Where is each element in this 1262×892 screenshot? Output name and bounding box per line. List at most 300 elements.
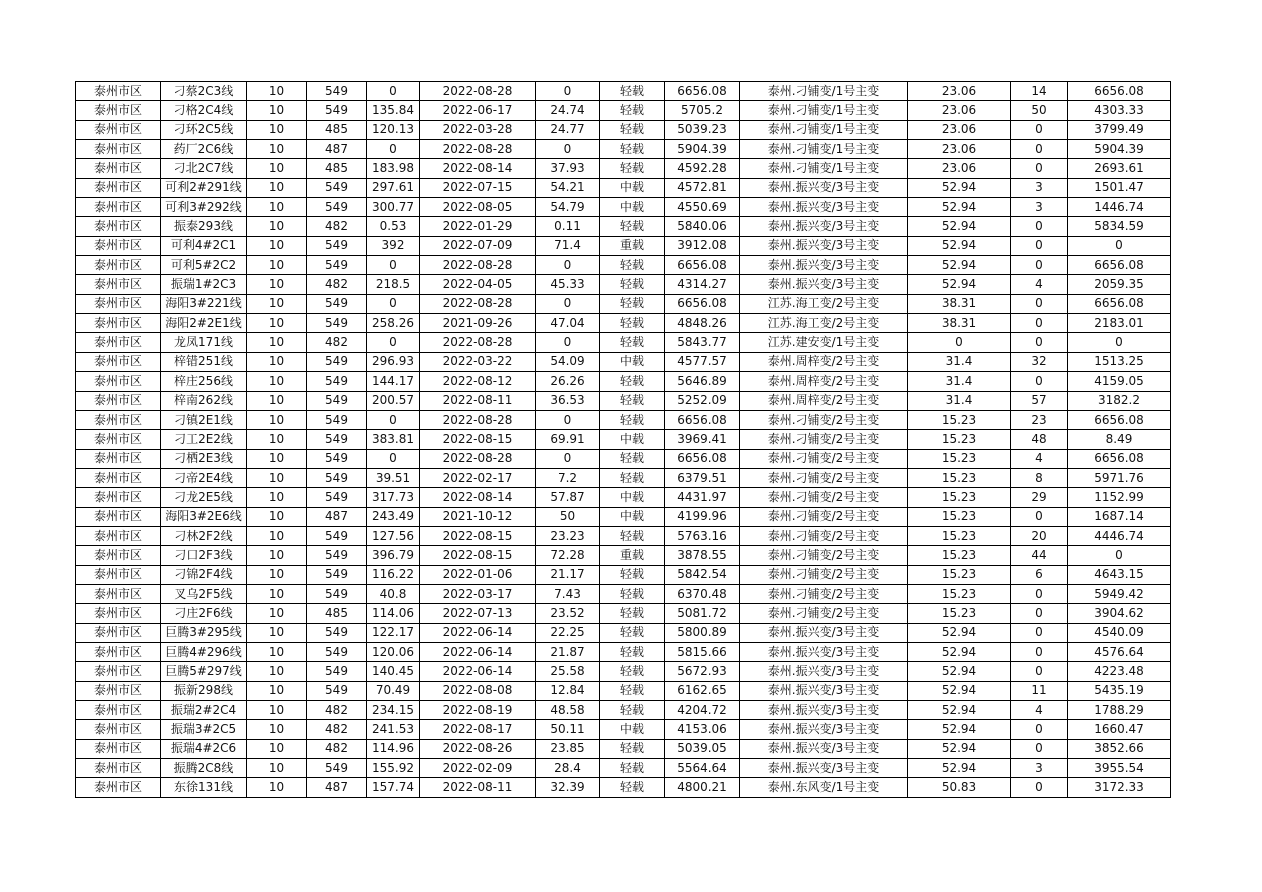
cell-transformer-load-rate: 31.4: [908, 391, 1011, 410]
cell-region: 泰州市区: [76, 236, 161, 255]
cell-transformer: 泰州.刁铺变/2号主变: [740, 546, 908, 565]
cell-max-load-date: 2022-08-28: [420, 82, 536, 101]
cell-rated-capacity: 549: [307, 623, 367, 642]
cell-transformer: 江苏.海工变/2号主变: [740, 314, 908, 333]
cell-rated-capacity: 549: [307, 410, 367, 429]
cell-max-load: 0.53: [367, 217, 420, 236]
cell-line-name: 梓错251线: [161, 352, 247, 371]
cell-remaining-capacity: 1513.25: [1068, 352, 1171, 371]
cell-region: 泰州市区: [76, 314, 161, 333]
cell-transformer-load-rate: 38.31: [908, 294, 1011, 313]
cell-transformer-load-rate: 15.23: [908, 526, 1011, 545]
cell-max-load: 392: [367, 236, 420, 255]
cell-max-load: 127.56: [367, 526, 420, 545]
cell-load-rate: 0: [536, 410, 600, 429]
cell-rated-capacity: 549: [307, 178, 367, 197]
cell-load-rate: 32.39: [536, 778, 600, 797]
cell-region: 泰州市区: [76, 468, 161, 487]
cell-rated-capacity: 549: [307, 526, 367, 545]
cell-load-rate: 54.09: [536, 352, 600, 371]
cell-load-rate: 26.26: [536, 372, 600, 391]
cell-line-name: 振新298线: [161, 681, 247, 700]
cell-max-load: 120.06: [367, 642, 420, 661]
cell-transformer: 泰州.刁铺变/2号主变: [740, 468, 908, 487]
cell-region: 泰州市区: [76, 275, 161, 294]
cell-line-name: 振瑞2#2C4: [161, 701, 247, 720]
cell-transformer-load-rate: 52.94: [908, 256, 1011, 275]
cell-transformer: 泰州.刁铺变/2号主变: [740, 604, 908, 623]
cell-remaining-capacity: 1660.47: [1068, 720, 1171, 739]
cell-max-load-date: 2022-08-19: [420, 701, 536, 720]
cell-voltage: 10: [247, 198, 307, 217]
cell-line-name: 龙凤171线: [161, 333, 247, 352]
cell-load-level: 轻载: [600, 701, 665, 720]
cell-remaining-capacity: 8.49: [1068, 430, 1171, 449]
cell-remaining-capacity: 4446.74: [1068, 526, 1171, 545]
cell-transformer-load-rate: 15.23: [908, 449, 1011, 468]
cell-remaining-capacity: 6656.08: [1068, 82, 1171, 101]
cell-line-name: 梓南262线: [161, 391, 247, 410]
cell-max-load-date: 2022-08-11: [420, 391, 536, 410]
cell-max-load: 243.49: [367, 507, 420, 526]
cell-remaining-capacity: 6656.08: [1068, 449, 1171, 468]
cell-available-capacity: 6370.48: [665, 584, 740, 603]
cell-load-rate: 23.23: [536, 526, 600, 545]
cell-rated-capacity: 549: [307, 236, 367, 255]
cell-transformer: 泰州.刁铺变/2号主变: [740, 410, 908, 429]
cell-max-load: 396.79: [367, 546, 420, 565]
cell-available-capacity: 3912.08: [665, 236, 740, 255]
cell-load-level: 中载: [600, 507, 665, 526]
cell-available-capacity: 4848.26: [665, 314, 740, 333]
cell-max-load: 218.5: [367, 275, 420, 294]
cell-max-load: 183.98: [367, 159, 420, 178]
cell-available-capacity: 6656.08: [665, 256, 740, 275]
cell-max-load: 297.61: [367, 178, 420, 197]
cell-user-count: 0: [1011, 720, 1068, 739]
table-row: [76, 759, 1171, 778]
cell-rated-capacity: 549: [307, 565, 367, 584]
cell-line-name: 刁格2C4线: [161, 101, 247, 120]
cell-load-level: 轻载: [600, 314, 665, 333]
cell-transformer: 泰州.周梓变/2号主变: [740, 391, 908, 410]
cell-rated-capacity: 482: [307, 720, 367, 739]
cell-load-level: 中载: [600, 198, 665, 217]
cell-available-capacity: 3878.55: [665, 546, 740, 565]
cell-region: 泰州市区: [76, 159, 161, 178]
cell-voltage: 10: [247, 449, 307, 468]
cell-remaining-capacity: 4303.33: [1068, 101, 1171, 120]
table-row: [76, 642, 1171, 661]
cell-line-name: 刁蔡2C3线: [161, 82, 247, 101]
table-row: [76, 120, 1171, 139]
cell-rated-capacity: 549: [307, 198, 367, 217]
cell-max-load-date: 2022-08-28: [420, 410, 536, 429]
cell-voltage: 10: [247, 140, 307, 159]
cell-rated-capacity: 485: [307, 159, 367, 178]
cell-remaining-capacity: 3182.2: [1068, 391, 1171, 410]
cell-max-load-date: 2022-08-28: [420, 294, 536, 313]
cell-region: 泰州市区: [76, 333, 161, 352]
cell-transformer: 泰州.刁铺变/2号主变: [740, 430, 908, 449]
cell-region: 泰州市区: [76, 101, 161, 120]
cell-rated-capacity: 549: [307, 256, 367, 275]
cell-voltage: 10: [247, 217, 307, 236]
cell-max-load: 0: [367, 333, 420, 352]
cell-load-rate: 21.87: [536, 642, 600, 661]
cell-transformer: 泰州.刁铺变/1号主变: [740, 140, 908, 159]
cell-max-load-date: 2022-02-17: [420, 468, 536, 487]
cell-line-name: 振瑞1#2C3: [161, 275, 247, 294]
cell-line-name: 刁环2C5线: [161, 120, 247, 139]
cell-user-count: 0: [1011, 662, 1068, 681]
cell-line-name: 刁口2F3线: [161, 546, 247, 565]
cell-available-capacity: 5840.06: [665, 217, 740, 236]
cell-max-load: 70.49: [367, 681, 420, 700]
cell-remaining-capacity: 5435.19: [1068, 681, 1171, 700]
cell-region: 泰州市区: [76, 701, 161, 720]
cell-user-count: 48: [1011, 430, 1068, 449]
cell-voltage: 10: [247, 256, 307, 275]
table-row: [76, 565, 1171, 584]
cell-rated-capacity: 549: [307, 642, 367, 661]
cell-max-load: 40.8: [367, 584, 420, 603]
cell-voltage: 10: [247, 565, 307, 584]
cell-transformer-load-rate: 23.06: [908, 101, 1011, 120]
cell-region: 泰州市区: [76, 488, 161, 507]
cell-user-count: 11: [1011, 681, 1068, 700]
cell-rated-capacity: 549: [307, 584, 367, 603]
cell-max-load: 120.13: [367, 120, 420, 139]
cell-load-rate: 50.11: [536, 720, 600, 739]
table-row: [76, 662, 1171, 681]
cell-remaining-capacity: 1152.99: [1068, 488, 1171, 507]
table-row: [76, 488, 1171, 507]
cell-user-count: 4: [1011, 449, 1068, 468]
table-row: [76, 178, 1171, 197]
cell-rated-capacity: 482: [307, 275, 367, 294]
cell-user-count: 0: [1011, 256, 1068, 275]
cell-transformer: 泰州.刁铺变/2号主变: [740, 507, 908, 526]
cell-voltage: 10: [247, 159, 307, 178]
cell-transformer: 泰州.振兴变/3号主变: [740, 739, 908, 758]
cell-transformer: 泰州.振兴变/3号主变: [740, 759, 908, 778]
cell-transformer: 泰州.振兴变/3号主变: [740, 701, 908, 720]
table-row: [76, 236, 1171, 255]
cell-max-load-date: 2022-07-13: [420, 604, 536, 623]
cell-max-load: 0: [367, 140, 420, 159]
cell-load-level: 轻载: [600, 468, 665, 487]
cell-transformer-load-rate: 15.23: [908, 430, 1011, 449]
cell-load-rate: 69.91: [536, 430, 600, 449]
cell-user-count: 3: [1011, 759, 1068, 778]
cell-line-name: 刁工2E2线: [161, 430, 247, 449]
cell-available-capacity: 6656.08: [665, 82, 740, 101]
cell-transformer-load-rate: 23.06: [908, 82, 1011, 101]
cell-region: 泰州市区: [76, 759, 161, 778]
cell-load-level: 轻载: [600, 372, 665, 391]
cell-remaining-capacity: 1687.14: [1068, 507, 1171, 526]
cell-remaining-capacity: 5949.42: [1068, 584, 1171, 603]
cell-max-load: 155.92: [367, 759, 420, 778]
cell-available-capacity: 5904.39: [665, 140, 740, 159]
cell-user-count: 0: [1011, 604, 1068, 623]
cell-available-capacity: 5039.05: [665, 739, 740, 758]
cell-transformer: 泰州.振兴变/3号主变: [740, 642, 908, 661]
cell-region: 泰州市区: [76, 720, 161, 739]
cell-available-capacity: 4153.06: [665, 720, 740, 739]
cell-region: 泰州市区: [76, 642, 161, 661]
cell-load-level: 轻载: [600, 120, 665, 139]
cell-remaining-capacity: 3799.49: [1068, 120, 1171, 139]
cell-rated-capacity: 549: [307, 352, 367, 371]
cell-max-load-date: 2022-08-17: [420, 720, 536, 739]
cell-rated-capacity: 482: [307, 217, 367, 236]
cell-load-rate: 0: [536, 333, 600, 352]
cell-transformer-load-rate: 52.94: [908, 198, 1011, 217]
table-row: [76, 507, 1171, 526]
cell-region: 泰州市区: [76, 449, 161, 468]
cell-rated-capacity: 549: [307, 488, 367, 507]
cell-transformer: 泰州.振兴变/3号主变: [740, 720, 908, 739]
cell-user-count: 32: [1011, 352, 1068, 371]
cell-available-capacity: 6656.08: [665, 410, 740, 429]
cell-transformer: 江苏.海工变/2号主变: [740, 294, 908, 313]
cell-load-level: 重载: [600, 546, 665, 565]
cell-transformer-load-rate: 52.94: [908, 701, 1011, 720]
cell-load-level: 轻载: [600, 294, 665, 313]
cell-rated-capacity: 549: [307, 662, 367, 681]
cell-load-level: 轻载: [600, 778, 665, 797]
cell-max-load-date: 2022-06-14: [420, 662, 536, 681]
cell-user-count: 0: [1011, 314, 1068, 333]
table-row: [76, 333, 1171, 352]
cell-load-rate: 22.25: [536, 623, 600, 642]
cell-max-load-date: 2022-07-15: [420, 178, 536, 197]
cell-max-load-date: 2022-08-15: [420, 546, 536, 565]
cell-available-capacity: 5705.2: [665, 101, 740, 120]
cell-available-capacity: 5646.89: [665, 372, 740, 391]
cell-line-name: 海阳3#2E6线: [161, 507, 247, 526]
cell-region: 泰州市区: [76, 739, 161, 758]
cell-load-rate: 12.84: [536, 681, 600, 700]
cell-voltage: 10: [247, 391, 307, 410]
cell-max-load-date: 2022-04-05: [420, 275, 536, 294]
cell-transformer: 泰州.振兴变/3号主变: [740, 662, 908, 681]
cell-line-name: 可利4#2C1: [161, 236, 247, 255]
cell-remaining-capacity: 2693.61: [1068, 159, 1171, 178]
cell-region: 泰州市区: [76, 256, 161, 275]
cell-user-count: 0: [1011, 584, 1068, 603]
table-row: [76, 604, 1171, 623]
cell-load-level: 重载: [600, 236, 665, 255]
cell-max-load-date: 2022-08-14: [420, 159, 536, 178]
cell-max-load-date: 2022-08-15: [420, 430, 536, 449]
cell-max-load: 241.53: [367, 720, 420, 739]
cell-transformer-load-rate: 52.94: [908, 759, 1011, 778]
cell-line-name: 可利2#291线: [161, 178, 247, 197]
cell-available-capacity: 5800.89: [665, 623, 740, 642]
cell-available-capacity: 4800.21: [665, 778, 740, 797]
cell-line-name: 海阳3#221线: [161, 294, 247, 313]
cell-line-name: 巨腾4#296线: [161, 642, 247, 661]
cell-user-count: 0: [1011, 507, 1068, 526]
cell-region: 泰州市区: [76, 352, 161, 371]
cell-line-name: 刁林2F2线: [161, 526, 247, 545]
table-row: [76, 314, 1171, 333]
cell-max-load: 0: [367, 256, 420, 275]
cell-rated-capacity: 549: [307, 391, 367, 410]
cell-voltage: 10: [247, 507, 307, 526]
table-row: [76, 449, 1171, 468]
spreadsheet-page: [75, 81, 1170, 798]
cell-remaining-capacity: 2059.35: [1068, 275, 1171, 294]
cell-voltage: 10: [247, 739, 307, 758]
cell-available-capacity: 5081.72: [665, 604, 740, 623]
cell-voltage: 10: [247, 778, 307, 797]
cell-max-load: 300.77: [367, 198, 420, 217]
table-row: [76, 256, 1171, 275]
table-row: [76, 701, 1171, 720]
cell-load-level: 中载: [600, 352, 665, 371]
cell-max-load-date: 2022-08-28: [420, 449, 536, 468]
cell-load-level: 轻载: [600, 333, 665, 352]
cell-transformer-load-rate: 38.31: [908, 314, 1011, 333]
cell-max-load: 383.81: [367, 430, 420, 449]
cell-line-name: 巨腾3#295线: [161, 623, 247, 642]
cell-region: 泰州市区: [76, 681, 161, 700]
cell-transformer-load-rate: 31.4: [908, 372, 1011, 391]
cell-available-capacity: 5039.23: [665, 120, 740, 139]
cell-remaining-capacity: 4159.05: [1068, 372, 1171, 391]
cell-transformer-load-rate: 15.23: [908, 410, 1011, 429]
cell-max-load: 296.93: [367, 352, 420, 371]
cell-max-load: 234.15: [367, 701, 420, 720]
cell-load-level: 轻载: [600, 565, 665, 584]
cell-user-count: 20: [1011, 526, 1068, 545]
cell-load-level: 轻载: [600, 275, 665, 294]
cell-remaining-capacity: 0: [1068, 333, 1171, 352]
cell-max-load: 0: [367, 449, 420, 468]
cell-rated-capacity: 549: [307, 546, 367, 565]
cell-load-rate: 36.53: [536, 391, 600, 410]
cell-available-capacity: 6162.65: [665, 681, 740, 700]
cell-load-level: 轻载: [600, 739, 665, 758]
cell-region: 泰州市区: [76, 372, 161, 391]
cell-remaining-capacity: 3172.33: [1068, 778, 1171, 797]
cell-line-name: 刁镇2E1线: [161, 410, 247, 429]
cell-load-level: 轻载: [600, 391, 665, 410]
cell-max-load-date: 2022-03-17: [420, 584, 536, 603]
cell-remaining-capacity: 1501.47: [1068, 178, 1171, 197]
cell-load-level: 轻载: [600, 526, 665, 545]
cell-voltage: 10: [247, 526, 307, 545]
table-row: [76, 352, 1171, 371]
cell-region: 泰州市区: [76, 140, 161, 159]
cell-available-capacity: 4550.69: [665, 198, 740, 217]
cell-user-count: 4: [1011, 701, 1068, 720]
cell-load-level: 中载: [600, 720, 665, 739]
cell-line-name: 振瑞4#2C6: [161, 739, 247, 758]
cell-line-name: 叉乌2F5线: [161, 584, 247, 603]
cell-rated-capacity: 549: [307, 468, 367, 487]
cell-load-level: 轻载: [600, 256, 665, 275]
table-row: [76, 410, 1171, 429]
cell-available-capacity: 5843.77: [665, 333, 740, 352]
cell-transformer: 泰州.东风变/1号主变: [740, 778, 908, 797]
cell-transformer: 泰州.周梓变/2号主变: [740, 372, 908, 391]
cell-max-load: 116.22: [367, 565, 420, 584]
cell-remaining-capacity: 6656.08: [1068, 410, 1171, 429]
cell-rated-capacity: 549: [307, 82, 367, 101]
cell-region: 泰州市区: [76, 410, 161, 429]
cell-transformer: 泰州.周梓变/2号主变: [740, 352, 908, 371]
cell-max-load-date: 2022-08-08: [420, 681, 536, 700]
cell-max-load: 0: [367, 294, 420, 313]
cell-user-count: 0: [1011, 294, 1068, 313]
cell-available-capacity: 4199.96: [665, 507, 740, 526]
table-row: [76, 584, 1171, 603]
cell-voltage: 10: [247, 468, 307, 487]
cell-voltage: 10: [247, 430, 307, 449]
cell-load-level: 中载: [600, 178, 665, 197]
cell-rated-capacity: 549: [307, 449, 367, 468]
cell-transformer-load-rate: 15.23: [908, 546, 1011, 565]
cell-transformer-load-rate: 15.23: [908, 488, 1011, 507]
cell-load-rate: 0: [536, 82, 600, 101]
cell-load-rate: 0: [536, 140, 600, 159]
cell-transformer: 泰州.刁铺变/2号主变: [740, 488, 908, 507]
cell-voltage: 10: [247, 314, 307, 333]
cell-region: 泰州市区: [76, 584, 161, 603]
cell-remaining-capacity: 1788.29: [1068, 701, 1171, 720]
cell-transformer-load-rate: 52.94: [908, 642, 1011, 661]
cell-remaining-capacity: 2183.01: [1068, 314, 1171, 333]
cell-max-load: 135.84: [367, 101, 420, 120]
cell-line-name: 药厂2C6线: [161, 140, 247, 159]
cell-load-rate: 23.85: [536, 739, 600, 758]
cell-transformer: 泰州.刁铺变/2号主变: [740, 526, 908, 545]
cell-available-capacity: 4572.81: [665, 178, 740, 197]
table-row: [76, 198, 1171, 217]
cell-region: 泰州市区: [76, 778, 161, 797]
cell-region: 泰州市区: [76, 294, 161, 313]
cell-remaining-capacity: 5834.59: [1068, 217, 1171, 236]
cell-transformer-load-rate: 52.94: [908, 681, 1011, 700]
cell-line-name: 巨腾5#297线: [161, 662, 247, 681]
cell-line-name: 振瑞3#2C5: [161, 720, 247, 739]
cell-load-level: 轻载: [600, 662, 665, 681]
table-row: [76, 468, 1171, 487]
cell-voltage: 10: [247, 546, 307, 565]
cell-transformer-load-rate: 52.94: [908, 178, 1011, 197]
cell-available-capacity: 6656.08: [665, 294, 740, 313]
cell-voltage: 10: [247, 642, 307, 661]
table-row: [76, 101, 1171, 120]
cell-region: 泰州市区: [76, 430, 161, 449]
cell-load-rate: 0: [536, 294, 600, 313]
cell-max-load-date: 2022-03-28: [420, 120, 536, 139]
cell-max-load-date: 2022-03-22: [420, 352, 536, 371]
cell-voltage: 10: [247, 352, 307, 371]
cell-transformer-load-rate: 52.94: [908, 623, 1011, 642]
cell-transformer-load-rate: 52.94: [908, 236, 1011, 255]
cell-remaining-capacity: 5904.39: [1068, 140, 1171, 159]
cell-max-load: 0: [367, 82, 420, 101]
cell-remaining-capacity: 1446.74: [1068, 198, 1171, 217]
cell-voltage: 10: [247, 604, 307, 623]
cell-max-load: 157.74: [367, 778, 420, 797]
